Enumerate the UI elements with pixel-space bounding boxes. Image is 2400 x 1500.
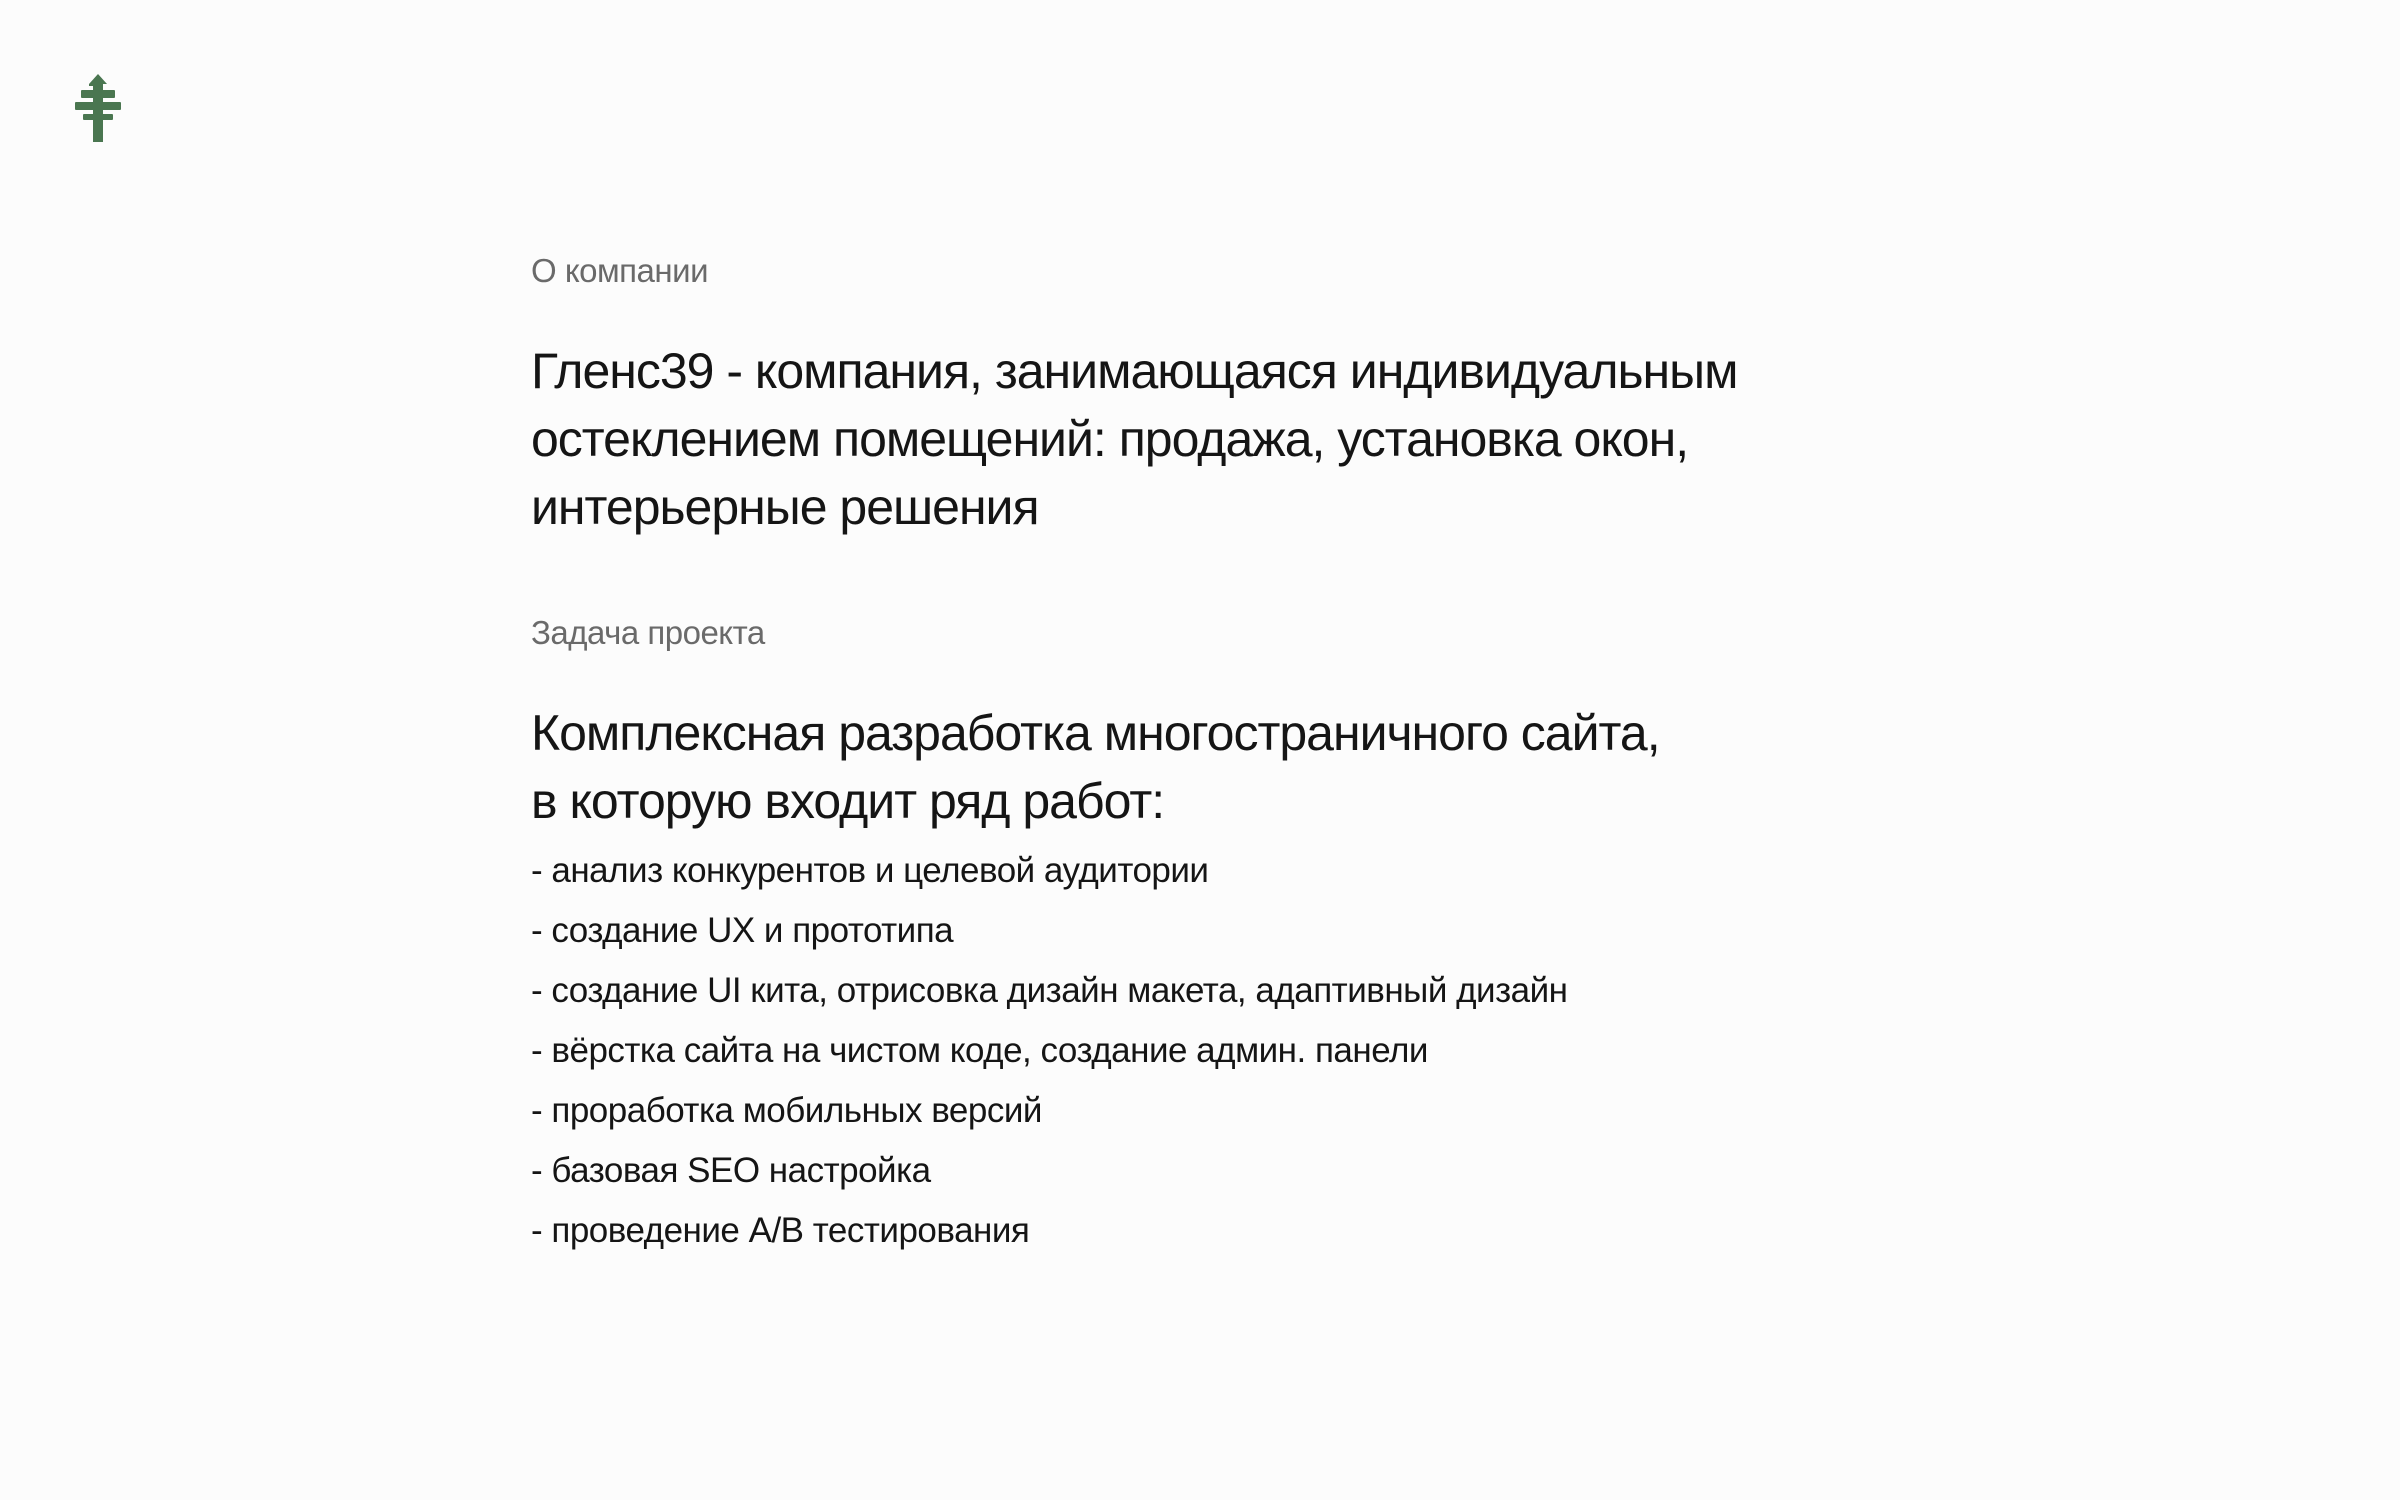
list-item: - проведение A/B тестирования [531,1211,1030,1250]
list-item: - создание UI кита, отрисовка дизайн макета, адаптивный дизайн [531,971,1568,1010]
project-task-text: Комплексная разработка многостраничного сайта, в которую входит ряд работ: [531,705,1660,829]
list-item: - создание UX и прототипа [531,911,954,950]
pine-tree-icon [73,74,123,142]
task-list [531,841,1831,1261]
about-company-text: Гленс39 - компания, занимающаяся индивидуальным остеклением помещений: продажа, установка окон, интерьерные решения [531,343,1738,535]
list-item: - базовая SEO настройка [531,1151,931,1190]
project-description [531,246,1831,1261]
about-company-label: О компании [531,252,708,289]
list-item: - анализ конкурентов и целевой аудитории [531,851,1209,890]
project-task-label: Задача проекта [531,614,765,651]
list-item: - вёрстка сайта на чистом коде, создание админ. панели [531,1031,1428,1070]
list-item: - проработка мобильных версий [531,1091,1042,1130]
